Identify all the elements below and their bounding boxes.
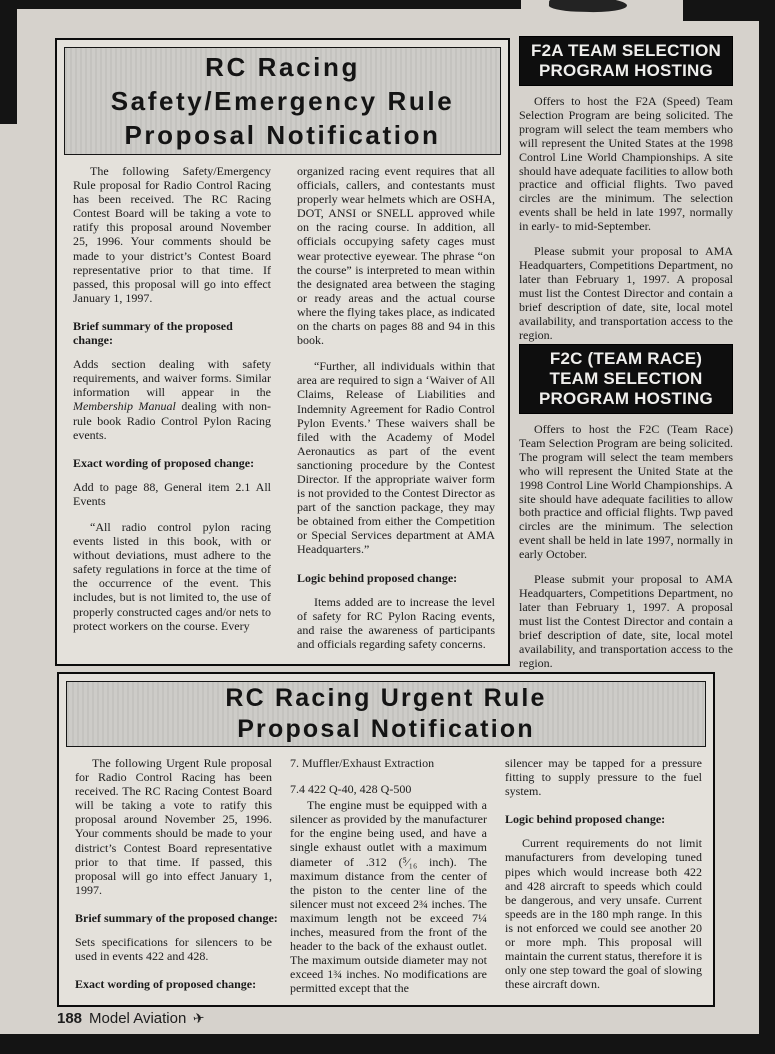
urgent-article-columns	[75, 756, 702, 999]
paragraph	[73, 357, 271, 442]
rule-item-number: 7.4 422 Q-40, 428 Q-500	[290, 782, 412, 797]
urgent-article-box	[57, 672, 715, 1007]
urgent-title-line: Proposal Notification	[237, 715, 535, 743]
paragraph: The following Urgent Rule proposal for Radio Control Racing has been received. The RC Racing Contest Board will be taking a vote to ratify this proposal around November 25, 1996. Your comments should be made to your district’s Contest Board representative prior to that time. If passed, this proposal will go into effect January 1, 1997.	[75, 756, 272, 897]
rule-item-heading: 7. Muffler/Exhaust Extraction	[290, 756, 435, 770]
safety-title-line: Proposal Notification	[124, 120, 441, 150]
f2c-title-banner	[519, 344, 733, 414]
paragraph: Offers to host the F2C (Team Race) Team Selection Program are being solicited. The program will select the team members who will represent the United State at the 1998 Control Line World Championships. A site should have adequate facilities to allow both practice and official flights. Twp paved circles are the minimum. The selection event shall be held in late 1997, normally in early October.	[519, 422, 733, 562]
f2c-title-line: PROGRAM HOSTING	[539, 389, 713, 408]
paragraph: Current requirements do not limit manufacturers from developing tuned pipes which would increase both 422 and 428 aircraft to speeds which could be dangerous, and very unsafe. Current speeds are in the 180 mph range. In this is not enforced we could see another 20 or more mph. This proposal will maintain the current status, therefore it is only one step toward the goal of slowing these aircraft down.	[505, 836, 702, 992]
safety-article-box	[55, 38, 510, 666]
f2c-title-line: TEAM SELECTION	[549, 369, 703, 388]
safety-article-title-banner	[64, 47, 501, 155]
paragraph: “Further, all individuals within that area are required to sign a ‘Waiver of All Claims, Release of Liabilities and Indemnity Agreement for Radio Control Pylon Events.’ These waivers shall be filed with the Academy of Model Aeronautics as part of the event sanctioning procedure by the Contest Director. If the appropriate waiver form is not provided to the Contest Director as part of the sanction package, they may be obtained from either the Competition or Special Services department at AMA Headquarters.”	[297, 359, 495, 557]
paragraph: “All radio control pylon racing events listed in this book, with or without deviations, must adhere to the safety regulations in force at the time of the occurrence of the event. This includes, but is not limited to, the use of properly constructed cages and/or nets to protect workers on the course. Every	[73, 519, 271, 633]
paragraph-text: Adds section dealing with safety requirements, and waiver forms. Similar information will appear in the	[73, 357, 271, 400]
paragraph-text: dealing with non-rule book Radio Control Pylon Racing events.	[73, 399, 271, 442]
urgent-column-1	[75, 756, 278, 999]
f2a-notice	[519, 36, 733, 353]
italic-title-text: Membership Manual	[73, 399, 176, 414]
scan-edge-top	[0, 0, 521, 9]
section-heading: Logic behind proposed change:	[297, 570, 458, 585]
section-heading: Brief summary of the proposed change:	[73, 318, 233, 348]
f2c-body	[519, 423, 733, 670]
page-footer	[57, 1010, 205, 1027]
airplane-icon: ✈	[192, 1009, 207, 1027]
safety-article-columns	[73, 164, 495, 656]
page-number: 188	[57, 1010, 83, 1027]
paragraph: Please submit your proposal to AMA Headquarters, Competitions Department, no later than February 1, 1997. A proposal must list the Contest Director and contain a brief description of date, site, local motel availability, and transportation access to the region.	[519, 572, 733, 670]
section-heading: Exact wording of proposed change:	[75, 977, 257, 992]
f2a-title-line: PROGRAM HOSTING	[539, 61, 713, 80]
safety-column-2	[297, 164, 495, 656]
urgent-column-2	[290, 756, 487, 999]
paragraph: Offers to host the F2A (Speed) Team Selection Program are being solicited. The program will select the team members who will represent the United States at the 1998 Control Line World Championships. A site should have adequate facilities to allow both practice and official flights. Two paved circles are the minimum. The selection events shall be held in late 1997, normally in early- to mid-September.	[519, 94, 733, 234]
paragraph: organized racing event requires that all officials, callers, and contestants must properly wear helmets which are OSHA, DOT, ANSI or SNELL approved while on the racing course. In addition, all officials occupying safety cages must wear protective eyewear. The phrase “on the course” is interpreted to mean within the designated area between the staging or ready areas and the actual course where the flying takes place, as indicated on the charts on pages 88 and 94 in this book.	[297, 164, 495, 348]
urgent-column-3	[505, 756, 702, 999]
paragraph: Sets specifications for silencers to be used in events 422 and 428.	[75, 935, 272, 964]
paragraph: The following Safety/Emergency Rule proposal for Radio Control Racing has been received. The RC Racing Contest Board will be taking a vote to ratify this proposal around November 25, 1996. Your comments should be made to your district’s Contest Board representative prior to that time. If passed, this proposal will go into effect January 1, 1997.	[73, 164, 271, 305]
section-heading: Brief summary of the proposed change:	[75, 910, 278, 925]
urgent-title-line: RC Racing Urgent Rule	[225, 684, 547, 712]
magazine-title: Model Aviation	[89, 1010, 187, 1027]
f2c-notice	[519, 344, 733, 681]
section-heading: Exact wording of proposed change:	[73, 455, 255, 470]
paragraph: silencer may be tapped for a pressure fitting to supply pressure to the fuel system.	[505, 756, 702, 799]
scan-smudge	[549, 0, 627, 13]
f2a-title-banner	[519, 36, 733, 86]
section-heading: Logic behind proposed change:	[505, 812, 666, 827]
scan-edge-right	[759, 0, 775, 1054]
scan-edge-left	[0, 0, 17, 124]
f2a-title-line: F2A TEAM SELECTION	[531, 41, 721, 60]
paragraph: The engine must be equipped with a silencer as provided by the manufacturer for the engine being used, and have a single exhaust outlet with a maximum diameter of .312 (⁵⁄₁₆ inch). The maximum distance from the center of the piston to the center line of the silencer must not exceed 2¾ inches. The maximum length not be exceed 7¼ inches, measured from the front of the header to the back of the exhaust outlet. The maximum outside diameter may not exceed 1¾ inches. No modifications are permitted except that the	[290, 798, 487, 996]
safety-column-1	[73, 164, 271, 656]
f2c-title-line: F2C (TEAM RACE)	[549, 349, 703, 368]
urgent-article-title-banner	[66, 681, 706, 747]
paragraph: Add to page 88, General item 2.1 All Events	[73, 479, 271, 508]
scan-edge-bottom	[0, 1034, 775, 1054]
safety-title-line: Safety/Emergency Rule	[110, 86, 455, 116]
f2a-body	[519, 95, 733, 342]
paragraph: Please submit your proposal to AMA Headquarters, Competitions Department, no later than February 1, 1997. A proposal must list the Contest Director and contain a brief description of date, site, local motel availability, and transportation access to the region.	[519, 244, 733, 342]
paragraph: Items added are to increase the level of safety for RC Pylon Racing events, and raise the awareness of participants and officials regarding safety concerns.	[297, 594, 495, 651]
safety-title-line: RC Racing	[205, 52, 360, 82]
